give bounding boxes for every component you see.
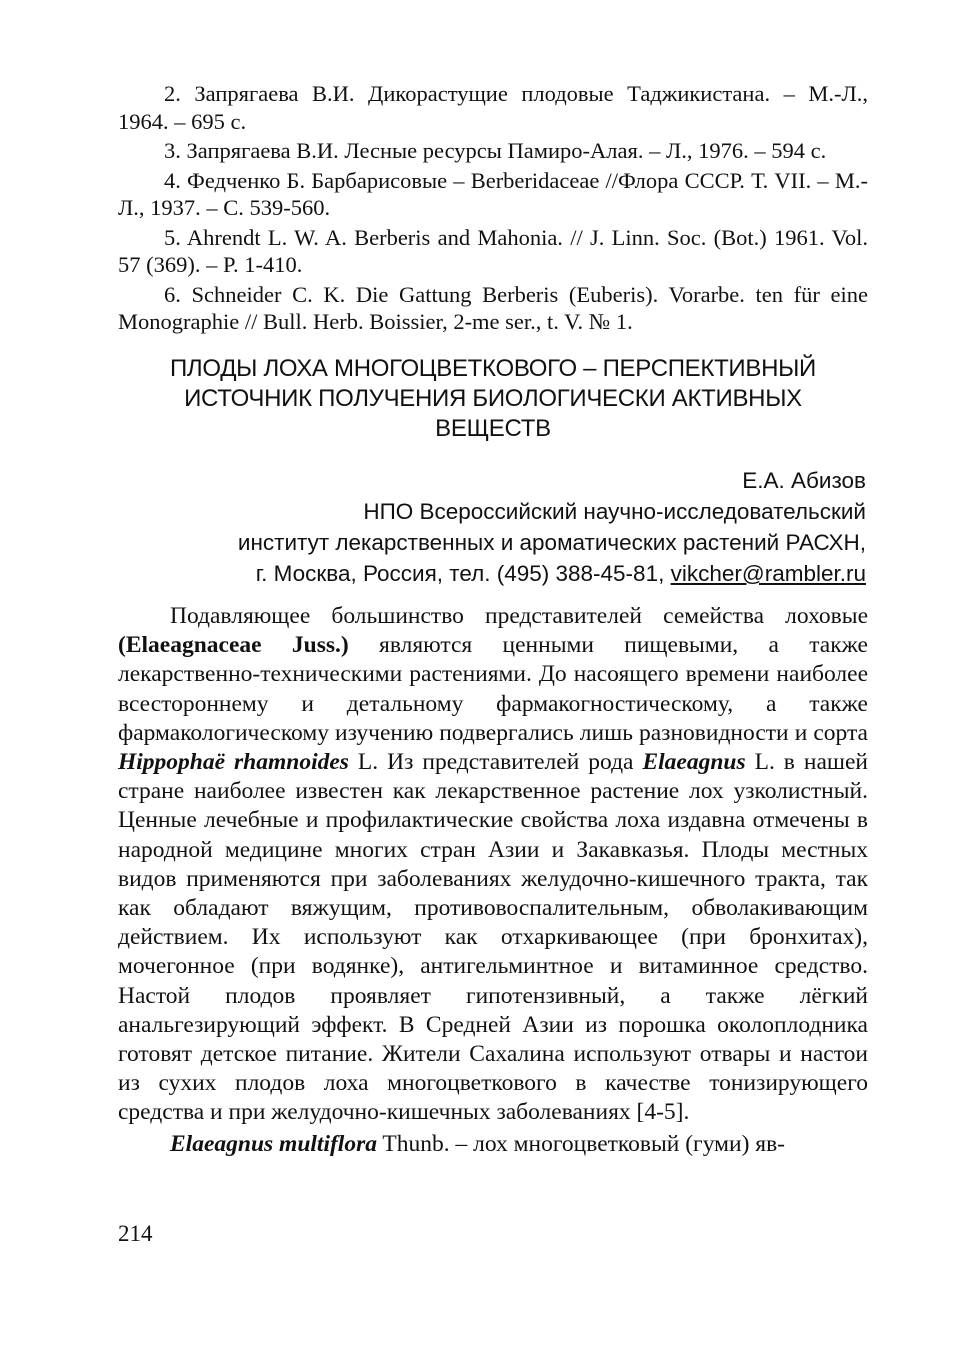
reference-item: 4. Федченко Б. Барбарисовые – Berberidaceae //Флора СССР. Т. VII. – М.-Л., 1937. – С. 539-560. (118, 167, 868, 220)
article-title-line: ВЕЩЕСТВ (435, 415, 551, 442)
body-paragraph (118, 1130, 868, 1159)
paragraph-text: L. в нашей стране наиболее известен как лекарственное растение лох узколистный. Ценные лечебные и профилактические свойства лоха издавна отмечены в народной медицине многих стран Азии и Закавказья. Плоды местных видов применяются при заболеваниях желудочно-кишечного тракта, так как обладают вяжущим, противовоспалительным, обволакивающим действием. Их используют как отхаркивающее (при бронхитах), мочегонное (при водянке), антигельминтное и витаминное средство. Настой плодов проявляет гипотензивный, а также лёгкий анальгезирующий эффект. В Средней Азии из порошка околоплодника готовят детское питание. Жители Сахалина используют отвары и настои из сухих плодов лоха многоцветкового в качестве тонизирующего средства и при желудочно-кишечных заболеваниях [4-5]. (118, 749, 868, 1126)
reference-item: 2. Запрягаева В.И. Дикорастущие плодовые Таджикистана. – М.-Л., 1964. – 695 с. (118, 81, 868, 134)
paragraph-text: L. Из представителей рода (348, 749, 643, 776)
author-name: Е.А. Абизов (742, 468, 866, 493)
article-title-line: ПЛОДЫ ЛОХА МНОГОЦВЕТКОВОГО – ПЕРСПЕКТИВНЫЙ (169, 355, 817, 382)
species-name: Elaeagnus multiflora (170, 1130, 377, 1157)
article-body (118, 602, 868, 1159)
paragraph-text: являются ценными пищевыми, а также лекарственно-техническими растениями. До насоящего времени наиболее всестороннему и детальному фармакогностическому, а также фармакологическому изучению подвергались лишь разновидности и сорта (118, 632, 868, 746)
page-number: 214 (118, 1221, 153, 1246)
reference-item: 5. Ahrendt L. W. A. Berberis and Mahonia. // J. Linn. Soc. (Bot.) 1961. Vol. 57 (369). – P. 1-410. (118, 224, 868, 277)
species-name: Hippophaё rhamnoides (118, 749, 349, 776)
contact-text: г. Москва, Россия, тел. (495) 388-45-81, (255, 561, 671, 586)
affiliation-contact (106, 558, 866, 589)
affiliation-line: институт лекарственных и ароматических растений РАСХН, (237, 530, 866, 555)
paragraph-text: Thunb. – лох многоцветковый (гуми) яв- (376, 1130, 786, 1157)
paragraph-text: Подавляющее большинство представителей семейства лоховые (170, 603, 868, 629)
email-link[interactable]: vikcher@rambler.ru (670, 561, 866, 586)
article-title-line: ИСТОЧНИК ПОЛУЧЕНИЯ БИОЛОГИЧЕСКИ АКТИВНЫХ (184, 385, 802, 412)
reference-list (118, 80, 868, 338)
body-paragraph (118, 602, 868, 1128)
reference-item: 6. Schneider C. K. Die Gattung Berberis (Euberis). Vorarbe. ten für eine Monographie // Bull. Herb. Boissier, 2-me ser., t. V. № 1. (118, 281, 868, 334)
author-block (106, 465, 866, 589)
genus-name: Elaeagnus (642, 749, 746, 776)
article-title (118, 354, 868, 444)
affiliation-line: НПО Всероссийский научно-исследовательский (363, 499, 866, 524)
reference-item: 3. Запрягаева В.И. Лесные ресурсы Памиро-Алая. – Л., 1976. – 594 с. (164, 138, 827, 163)
family-name: (Elaeagnaceae Juss.) (118, 632, 349, 659)
